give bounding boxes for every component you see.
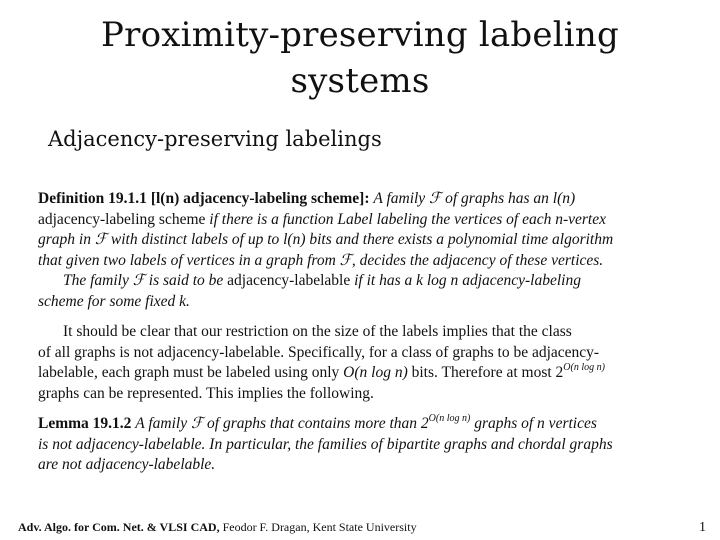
slide-title-line-2: systems (290, 61, 430, 101)
definition-line-6: scheme for some fixed k. (38, 292, 190, 310)
definition-line-2 (38, 210, 678, 231)
definition-line-5 (38, 271, 678, 292)
definition-text: adjacency-labeling scheme (38, 210, 206, 228)
definition-line-3: graph in ℱ with distinct labels of up to l(n) bits and there exists a polynomial time algorithm (38, 231, 614, 248)
definition-text: The family ℱ is said to be (63, 272, 224, 289)
footer-course: Adv. Algo. for Com. Net. & VLSI CAD, (18, 520, 220, 534)
paragraph-math: O(n log n) (343, 364, 408, 381)
definition-text: if it has a k log n (354, 272, 459, 289)
definition-label: Definition 19.1.1 (38, 190, 147, 207)
definition-text: adjacency-labeling (462, 272, 581, 289)
definition-term: [l(n) adjacency-labeling scheme]: (150, 190, 370, 207)
paragraph-line-3 (38, 363, 678, 384)
definition-text: if there is a function Label labeling the vertices of each n-vertex (209, 210, 606, 228)
footer-author: Feodor F. Dragan, Kent State University (222, 520, 417, 534)
body-paragraph (38, 322, 678, 404)
paragraph-line-1: It should be clear that our restriction on the size of the labels implies that the class (63, 323, 572, 340)
lemma-text: A family ℱ of graphs that contains more than 2 (135, 415, 429, 432)
definition-text: adjacency-labelable (227, 272, 351, 289)
definition-block (38, 189, 678, 312)
lemma-line-2: is not adjacency-labelable. In particular, the families of bipartite graphs and chordal graphs (38, 435, 613, 453)
slide-title (40, 12, 680, 104)
lemma-block (38, 414, 678, 476)
lemma-text: graphs of n vertices (474, 415, 597, 432)
paragraph-line-4: graphs can be represented. This implies the following. (38, 384, 374, 402)
lemma-exponent: O(n log n) (428, 413, 471, 424)
page-number: 1 (699, 520, 706, 535)
definition-line-1 (38, 189, 678, 210)
paragraph-text: labelable, each graph must be labeled using only (38, 364, 340, 381)
slide-footer (18, 519, 417, 535)
slide-title-line-1: Proximity-preserving labeling (101, 15, 619, 55)
paragraph-exponent: O(n log n) (563, 362, 605, 373)
definition-text: A family ℱ of graphs has an l(n) (373, 190, 576, 207)
paragraph-line-2: of all graphs is not adjacency-labelable. Specifically, for a class of graphs to be adjacency- (38, 343, 600, 361)
lemma-line-3: are not adjacency-labelable. (38, 456, 216, 473)
lemma-line-1 (38, 414, 678, 435)
definition-line-4: that given two labels of vertices in a graph from ℱ, decides the adjacency of these vertices. (38, 251, 604, 269)
lemma-label: Lemma 19.1.2 (38, 415, 132, 432)
paragraph-text: bits. Therefore at most 2 (411, 364, 564, 381)
section-heading: Adjacency-preserving labelings (48, 127, 382, 151)
